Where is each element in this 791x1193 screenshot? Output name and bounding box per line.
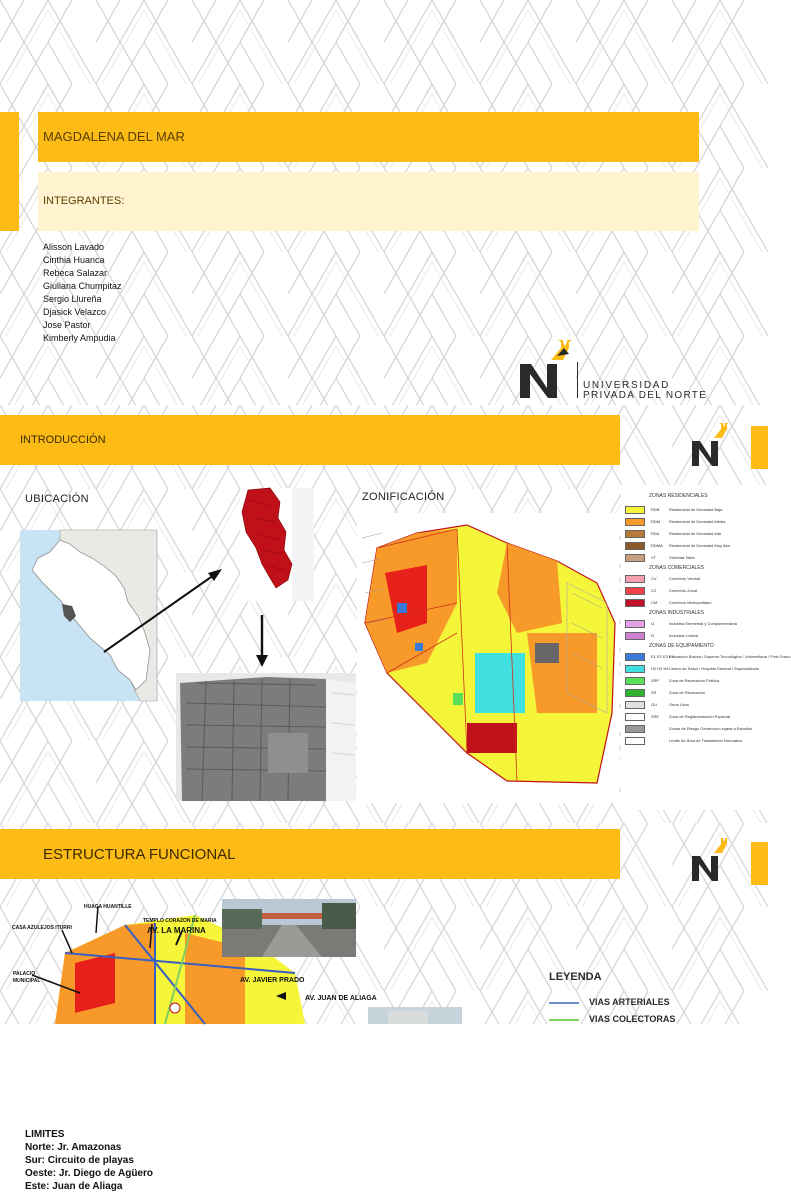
zoning-map <box>357 513 619 803</box>
legend-code: RDMA <box>651 543 663 548</box>
legend-row <box>625 724 767 734</box>
legend-code: RDA <box>651 531 660 536</box>
label-casa: CASA AZULEJOS ITURRI <box>12 925 72 931</box>
legend-desc: Vivienda Taller <box>669 555 695 560</box>
members-heading-bar <box>38 172 699 231</box>
legend-heading-residential: ZONAS RESIDENCIALES <box>649 493 708 499</box>
legend-heading-equipment: ZONAS DE EQUIPAMIENTO <box>649 643 714 649</box>
legend-swatch <box>625 620 645 628</box>
legend-desc: Centro de Salud / Hospital General / Especializado <box>669 666 760 671</box>
upn-logo-icon <box>517 340 577 402</box>
intro-title: INTRODUCCIÓN <box>20 434 106 446</box>
zonificacion-label: ZONIFICACIÓN <box>362 491 445 503</box>
right-accent-block <box>751 426 768 469</box>
legend-desc: Industria Elemental y Complementaria <box>669 621 737 626</box>
legend-desc: Zonas de Riesgo Geotécnico sujeta a Estudios <box>669 726 753 731</box>
legend-code: CV <box>651 576 657 581</box>
zoning-legend <box>621 485 791 810</box>
legend-row <box>625 529 767 539</box>
legend-swatch <box>625 713 645 721</box>
logo-text-line1: UNIVERSIDAD <box>583 380 671 391</box>
legend-swatch <box>625 653 645 661</box>
legend-swatch <box>625 725 645 733</box>
slide-3 <box>0 823 768 1024</box>
right-accent-block <box>751 842 768 885</box>
legend-swatch <box>625 599 645 607</box>
legend-desc: Zona de Recreación <box>669 690 706 695</box>
legend-row <box>625 688 767 698</box>
legend-row <box>625 586 767 596</box>
slide-1 <box>0 0 768 405</box>
member-name: Giuliana Chumpitaz <box>43 281 122 291</box>
legend-swatch <box>625 587 645 595</box>
legend-heading-commercial: ZONAS COMERCIALES <box>649 565 705 571</box>
legend-title: LEYENDA <box>549 971 602 983</box>
legend-line-arteriales <box>549 1002 579 1004</box>
legend-swatch <box>625 689 645 697</box>
legend-row <box>625 676 767 686</box>
legend-code: H2 H3 H4 <box>651 666 669 671</box>
member-name: Jose Pastor <box>43 320 91 330</box>
legend-code: I1 <box>651 621 655 626</box>
ubicacion-label: UBICACIÓN <box>25 493 89 505</box>
legend-code: OU <box>651 702 657 707</box>
label-templo: TEMPLO CORAZON DE MARIA <box>143 918 217 924</box>
legend-desc: Residencial de Densidad Baja <box>669 507 723 512</box>
legend-label: VIAS COLECTORAS <box>589 1014 676 1024</box>
legend-code: CM <box>651 600 658 605</box>
legend-code: ZR <box>651 690 657 695</box>
member-name: Sergio Llureña <box>43 294 102 304</box>
legend-label: VIAS ARTERIALES <box>589 997 670 1007</box>
legend-desc: Residencial de Densidad Muy Alta <box>669 543 730 548</box>
legend-heading-industrial: ZONAS INDUSTRIALES <box>649 610 705 616</box>
limit-row: Norte: Jr. Amazonas <box>25 1142 122 1153</box>
legend-swatch <box>625 737 645 745</box>
legend-code: RDB <box>651 507 660 512</box>
legend-row <box>625 652 791 662</box>
legend-code: I2 <box>651 633 655 638</box>
legend-swatch <box>625 518 645 526</box>
legend-row <box>625 574 767 584</box>
legend-desc: Residencial de Densidad Media <box>669 519 726 524</box>
legend-code: VT <box>651 555 657 560</box>
member-name: Djasick Velazco <box>43 307 107 317</box>
legend-item <box>549 997 749 1009</box>
logo-divider <box>577 362 578 398</box>
members-list <box>43 241 122 345</box>
legend-swatch <box>625 575 645 583</box>
legend-row <box>625 541 767 551</box>
legend-swatch <box>625 530 645 538</box>
legend-row <box>625 736 767 746</box>
legend-desc: Educación Básica / Superior Tecnológica / Universitaria / Post Grado <box>669 654 791 659</box>
legend-row <box>625 598 767 608</box>
label-av-juan: AV. JUAN DE ALIAGA <box>305 995 377 1002</box>
legend-desc: Comercio Zonal <box>669 588 698 593</box>
legend-desc: Comercio Vecinal <box>669 576 701 581</box>
legend-row <box>625 505 767 515</box>
legend-desc: Zona de Reglamentación Especial <box>669 714 730 719</box>
label-huaca: HUACA HUANTILLE <box>84 904 132 910</box>
limit-row: Sur: Circuito de playas <box>25 1155 134 1166</box>
presentation-title: MAGDALENA DEL MAR <box>43 129 185 144</box>
limits-block <box>25 1128 153 1193</box>
legend-row <box>625 664 767 674</box>
legend-swatch <box>625 665 645 673</box>
estructura-title: ESTRUCTURA FUNCIONAL <box>43 846 236 863</box>
legend-code: RDM <box>651 519 661 524</box>
label-av-javier: AV. JAVIER PRADO <box>240 977 305 984</box>
legend-desc: Límite de Área de Tratamiento Normativo <box>669 738 743 743</box>
label-palacio: PALACIO MUNICIPAL <box>13 971 41 984</box>
legend-row <box>625 619 767 629</box>
legend-code: ZRE <box>651 714 659 719</box>
legend-line-colectoras <box>549 1019 579 1021</box>
legend-row <box>625 631 767 641</box>
member-name: Cinthia Huanca <box>43 255 105 265</box>
legend-row <box>625 517 767 527</box>
legend-desc: Zona de Recreación Pública <box>669 678 720 683</box>
legend-item <box>549 1014 749 1026</box>
district-map <box>176 673 356 801</box>
legend-swatch <box>625 701 645 709</box>
legend-code: E1 E2 E3 E4 <box>651 654 674 659</box>
upn-logo-icon <box>690 838 730 884</box>
logo-text-line2: PRIVADA DEL NORTE <box>583 390 708 401</box>
legend-swatch <box>625 542 645 550</box>
legend-desc: Residencial de Densidad Alta <box>669 531 722 536</box>
legend-swatch <box>625 677 645 685</box>
legend-desc: Comercio Metropolitano <box>669 600 712 605</box>
legend-row <box>625 700 767 710</box>
legend-code: ZRP <box>651 678 659 683</box>
left-accent-block <box>0 112 19 231</box>
upn-logo-icon <box>690 423 730 469</box>
limits-heading: LIMITES <box>25 1129 65 1140</box>
street-photo <box>222 899 356 957</box>
member-name: Kimberly Ampudia <box>43 333 116 343</box>
legend-row <box>625 712 767 722</box>
location-arrows <box>0 405 400 705</box>
member-name: Alisson Lavado <box>43 242 105 252</box>
label-av-marina: AV. LA MARINA <box>147 926 206 935</box>
legend-desc: Otros Usos <box>669 702 690 707</box>
legend-desc: Industria Liviana <box>669 633 699 638</box>
limit-row: Oeste: Jr. Diego de Agüero <box>25 1168 153 1179</box>
legend-row <box>625 553 767 563</box>
street-photo-2 <box>368 1007 462 1024</box>
limit-row: Este: Juan de Aliaga <box>25 1181 123 1192</box>
legend-swatch <box>625 554 645 562</box>
legend-code: CZ <box>651 588 657 593</box>
members-heading: INTEGRANTES: <box>43 195 125 207</box>
legend-swatch <box>625 506 645 514</box>
member-name: Rebeca Salazar <box>43 268 108 278</box>
legend-swatch <box>625 632 645 640</box>
